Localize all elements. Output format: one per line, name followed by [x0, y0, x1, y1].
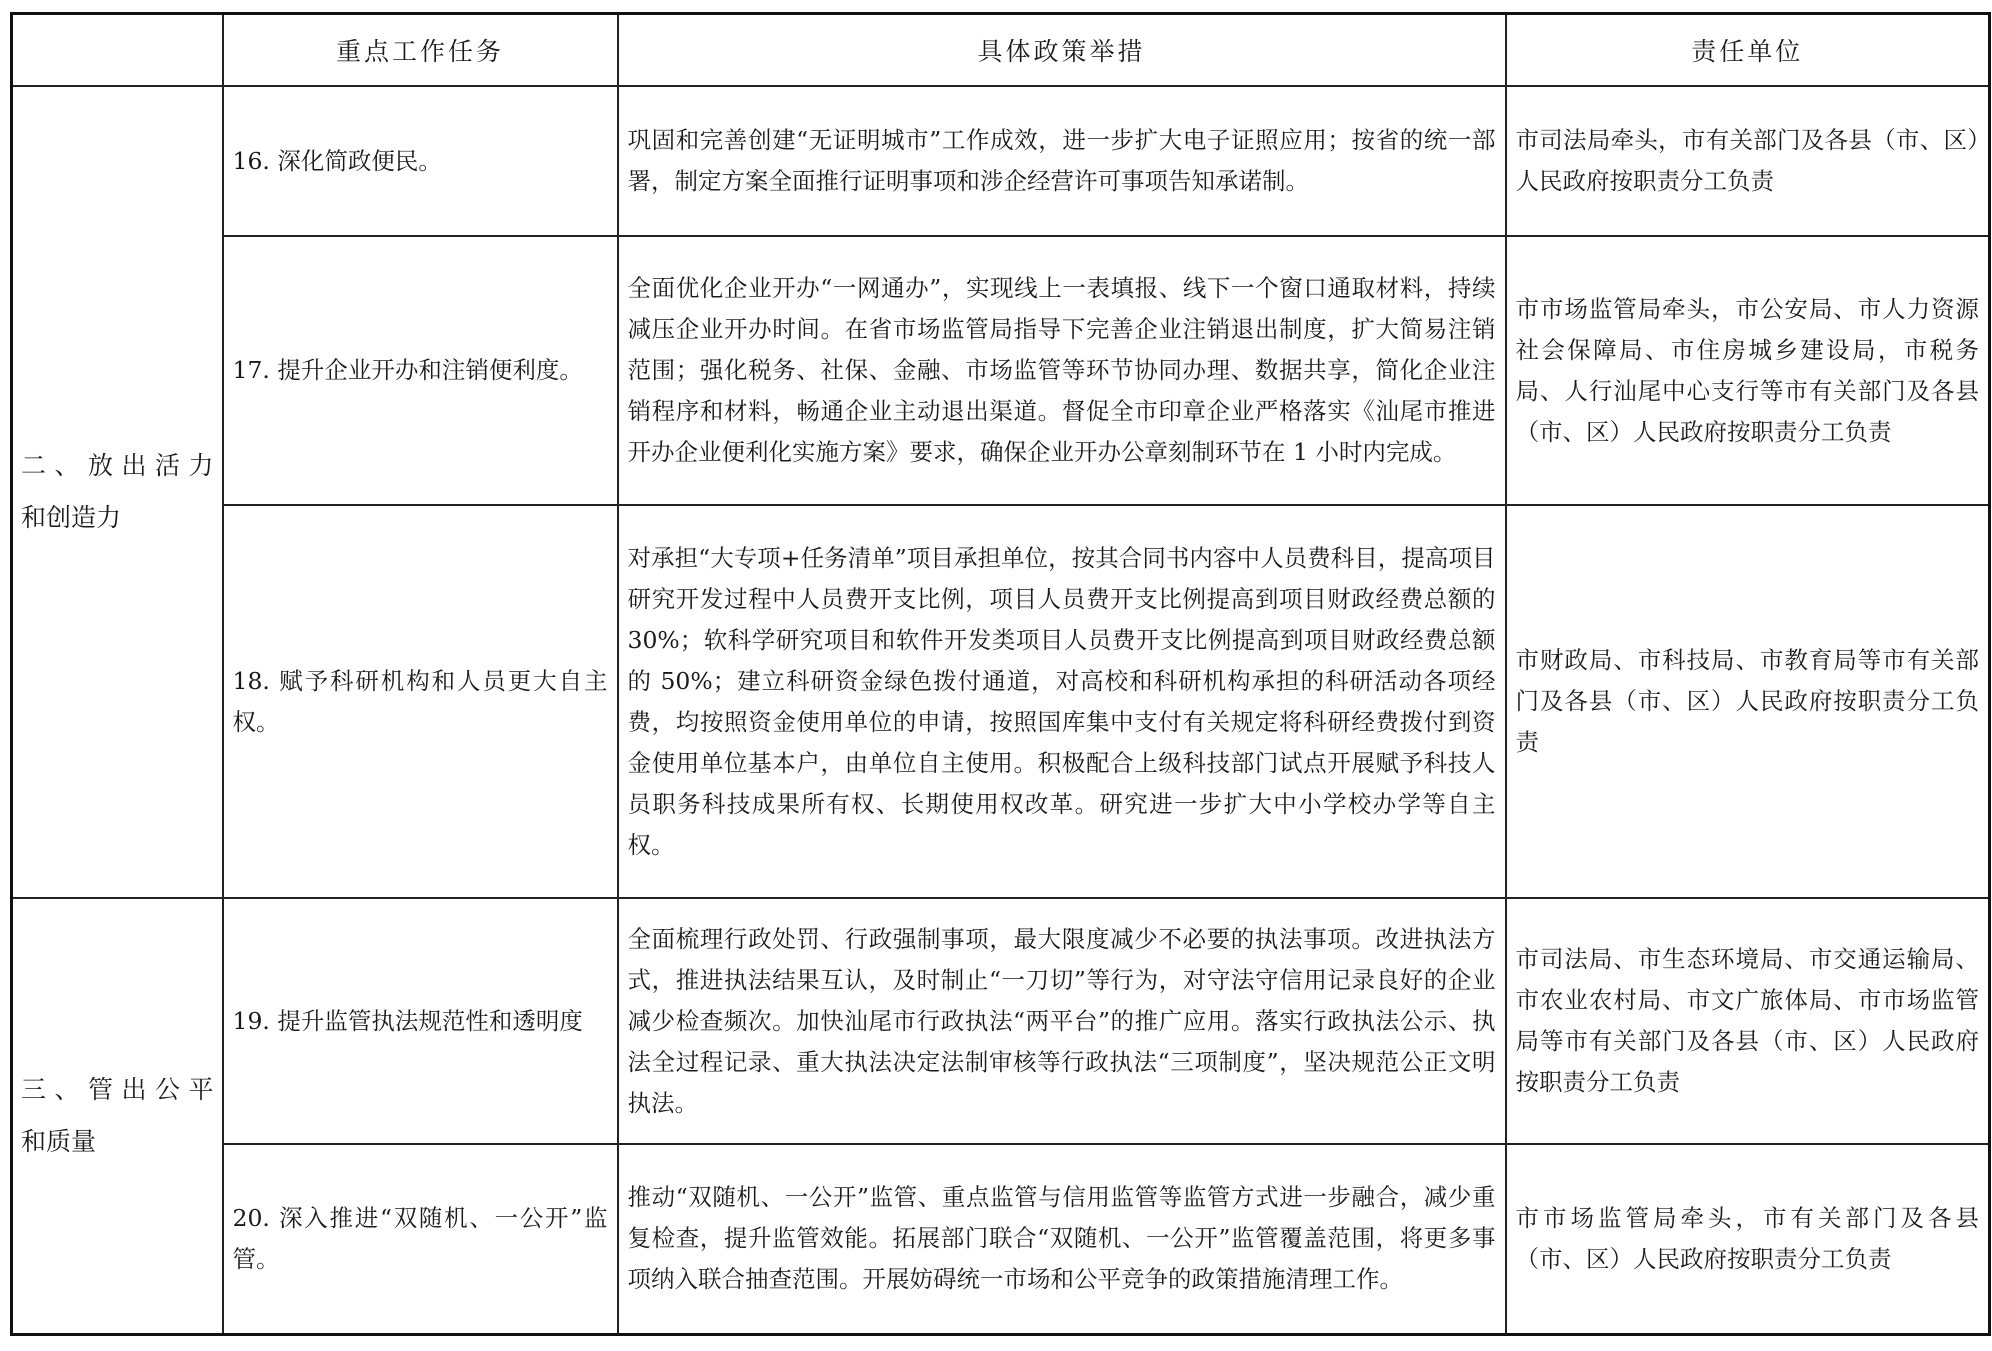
- category-label-line2: 和质量: [21, 1126, 97, 1156]
- task-cell: 18. 赋予科研机构和人员更大自主权。: [223, 505, 618, 898]
- responsible-cell: 市司法局、市生态环境局、市交通运输局、市农业农村局、市文广旅体局、市市场监管局等市有关部门及各县（市、区）人民政府按职责分工负责: [1506, 898, 1990, 1144]
- category-label-line1: 二、放出活力: [21, 451, 214, 480]
- responsible-cell: 市市场监管局牵头，市有关部门及各县（市、区）人民政府按职责分工负责: [1506, 1144, 1990, 1334]
- header-category: [12, 14, 223, 87]
- table-row: [12, 86, 1990, 236]
- task-cell: 16. 深化简政便民。: [223, 86, 618, 236]
- measures-cell: 对承担“大专项+任务清单”项目承担单位，按其合同书内容中人员费科目，提高项目研究开发过程中人员费开支比例，项目人员费开支比例提高到项目财政经费总额的 30%；软科学研究项目和软件开发类项目人员费开支比例提高到项目财政经费总额的 50%；建立科研资金绿色拨付通道，对高校和科研机构承担的科研活动各项经费，均按照资金使用单位的申请，按照国库集中支付有关规定将科研经费拨付到资金使用单位基本户，由单位自主使用。积极配合上级科技部门试点开展赋予科技人员职务科技成果所有权、长期使用权改革。研究进一步扩大中小学校办学等自主权。: [618, 505, 1506, 898]
- policy-table: [10, 12, 1991, 1336]
- header-task: 重点工作任务: [223, 14, 618, 87]
- measures-cell: 巩固和完善创建“无证明城市”工作成效，进一步扩大电子证照应用；按省的统一部署，制定方案全面推行证明事项和涉企经营许可事项告知承诺制。: [618, 86, 1506, 236]
- measures-cell: 推动“双随机、一公开”监管、重点监管与信用监管等监管方式进一步融合，减少重复检查，提升监管效能。拓展部门联合“双随机、一公开”监管覆盖范围，将更多事项纳入联合抽查范围。开展妨碍统一市场和公平竞争的政策措施清理工作。: [618, 1144, 1506, 1334]
- table-row: [12, 236, 1990, 505]
- category-label-line1: 三、管出公平: [21, 1074, 214, 1104]
- category-label-line2: 和创造力: [21, 503, 122, 532]
- measures-cell: 全面梳理行政处罚、行政强制事项，最大限度减少不必要的执法事项。改进执法方式，推进执法结果互认，及时制止“一刀切”等行为，对守法守信用记录良好的企业减少检查频次。加快汕尾市行政执法“两平台”的推广应用。落实行政执法公示、执法全过程记录、重大执法决定法制审核等行政执法“三项制度”，坚决规范公正文明执法。: [618, 898, 1506, 1144]
- table-row: [12, 1144, 1990, 1334]
- responsible-cell: 市司法局牵头，市有关部门及各县（市、区）人民政府按职责分工负责: [1506, 86, 1990, 236]
- task-cell: 19. 提升监管执法规范性和透明度: [223, 898, 618, 1144]
- table-header-row: [12, 14, 1990, 87]
- responsible-cell: 市市场监管局牵头，市公安局、市人力资源社会保障局、市住房城乡建设局，市税务局、人行汕尾中心支行等市有关部门及各县（市、区）人民政府按职责分工负责: [1506, 236, 1990, 505]
- responsible-cell: 市财政局、市科技局、市教育局等市有关部门及各县（市、区）人民政府按职责分工负责: [1506, 505, 1990, 898]
- table-row: [12, 505, 1990, 898]
- task-cell: 20. 深入推进“双随机、一公开”监管。: [223, 1144, 618, 1334]
- table-row: [12, 898, 1990, 1144]
- category-cell: [12, 86, 223, 898]
- category-cell: [12, 898, 223, 1334]
- task-cell: 17. 提升企业开办和注销便利度。: [223, 236, 618, 505]
- header-measures: 具体政策举措: [618, 14, 1506, 87]
- header-responsible: 责任单位: [1506, 14, 1990, 87]
- measures-cell: 全面优化企业开办“一网通办”，实现线上一表填报、线下一个窗口通取材料，持续减压企业开办时间。在省市场监管局指导下完善企业注销退出制度，扩大简易注销范围；强化税务、社保、金融、市场监管等环节协同办理、数据共享，简化企业注销程序和材料，畅通企业主动退出渠道。督促全市印章企业严格落实《汕尾市推进开办企业便利化实施方案》要求，确保企业开办公章刻制环节在 1 小时内完成。: [618, 236, 1506, 505]
